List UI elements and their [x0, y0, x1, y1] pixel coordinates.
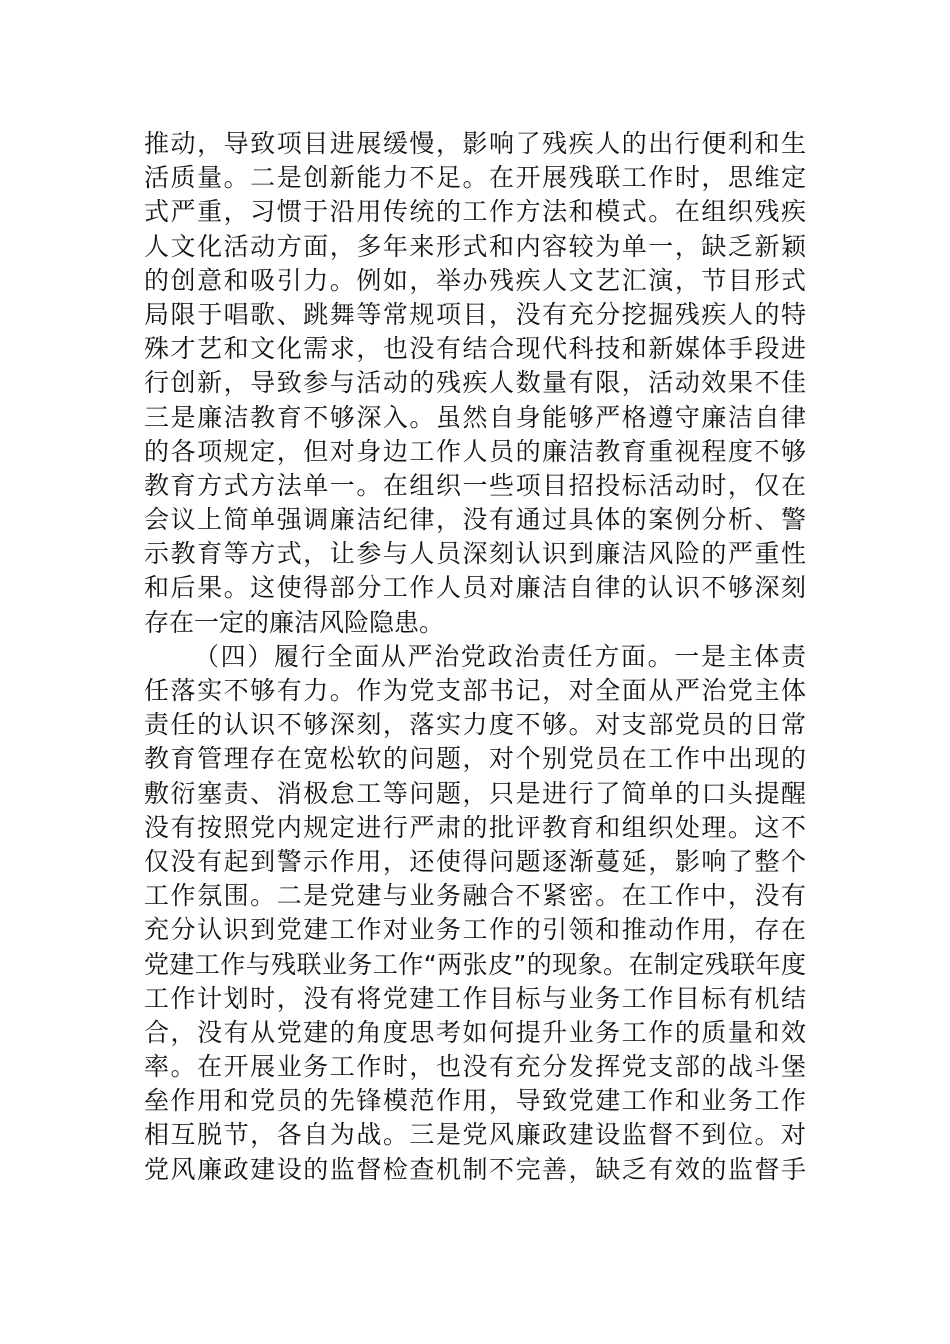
text-line: 党风廉政建设的监督检查机制不完善，缺乏有效的监督手	[144, 1154, 806, 1184]
text-line: 没有按照党内规定进行严肃的批评教育和组织处理。这不	[144, 812, 806, 842]
text-line: 教育方式方法单一。在组织一些项目招投标活动时，仅在	[144, 470, 806, 500]
text-line: 局限于唱歌、跳舞等常规项目，没有充分挖掘残疾人的特	[144, 299, 806, 329]
body-text	[144, 127, 806, 1187]
text-line: 行创新，导致参与活动的残疾人数量有限，活动效果不佳	[144, 368, 806, 398]
text-line: 三是廉洁教育不够深入。虽然自身能够严格遵守廉洁自律	[144, 402, 806, 432]
text-line: 和后果。这使得部分工作人员对廉洁自律的认识不够深刻	[144, 573, 806, 603]
text-line: 工作计划时，没有将党建工作目标与业务工作目标有机结	[144, 983, 806, 1013]
text-line: 的各项规定，但对身边工作人员的廉洁教育重视程度不够	[144, 436, 806, 466]
text-line: 工作氛围。二是党建与业务融合不紧密。在工作中，没有	[144, 881, 806, 911]
text-line: 合，没有从党建的角度思考如何提升业务工作的质量和效	[144, 1017, 806, 1047]
text-line: 任落实不够有力。作为党支部书记，对全面从严治党主体	[144, 676, 806, 705]
text-line: 相互脱节，各自为战。三是党风廉政建设监督不到位。对	[144, 1120, 806, 1150]
text-line: 教育管理存在宽松软的问题，对个别党员在工作中出现的	[144, 744, 806, 774]
text-line: 的创意和吸引力。例如，举办残疾人文艺汇演，节目形式	[144, 265, 806, 295]
text-line: 垒作用和党员的先锋模范作用，导致党建工作和业务工作	[144, 1086, 806, 1116]
text-line: 推动，导致项目进展缓慢，影响了残疾人的出行便利和生	[144, 129, 806, 158]
text-line: 活质量。二是创新能力不足。在开展残联工作时，思维定	[144, 163, 806, 193]
text-line: 党建工作与残联业务工作“两张皮”的现象。在制定残联年度	[144, 949, 806, 979]
text-line: 示教育等方式，让参与人员深刻认识到廉洁风险的严重性	[144, 539, 806, 569]
text-line: 会议上简单强调廉洁纪律，没有通过具体的案例分析、警	[144, 505, 806, 535]
text-line: 敷衍塞责、消极怠工等问题，只是进行了简单的口头提醒	[144, 778, 806, 808]
text-line: 责任的认识不够深刻，落实力度不够。对支部党员的日常	[144, 710, 806, 740]
text-line: 存在一定的廉洁风险隐患。	[144, 607, 445, 637]
text-line: 人文化活动方面，多年来形式和内容较为单一，缺乏新颖	[144, 231, 806, 261]
text-line: 率。在开展业务工作时，也没有充分发挥党支部的战斗堡	[144, 1052, 806, 1082]
text-line: 充分认识到党建工作对业务工作的引领和推动作用，存在	[144, 915, 806, 945]
text-line: 殊才艺和文化需求，也没有结合现代科技和新媒体手段进	[144, 334, 806, 364]
text-line: 式严重，习惯于沿用传统的工作方法和模式。在组织残疾	[144, 197, 806, 227]
section-heading-line: （四）履行全面从严治党政治责任方面。一是主体责	[194, 641, 806, 671]
text-line: 仅没有起到警示作用，还使得问题逐渐蔓延，影响了整个	[144, 846, 806, 876]
